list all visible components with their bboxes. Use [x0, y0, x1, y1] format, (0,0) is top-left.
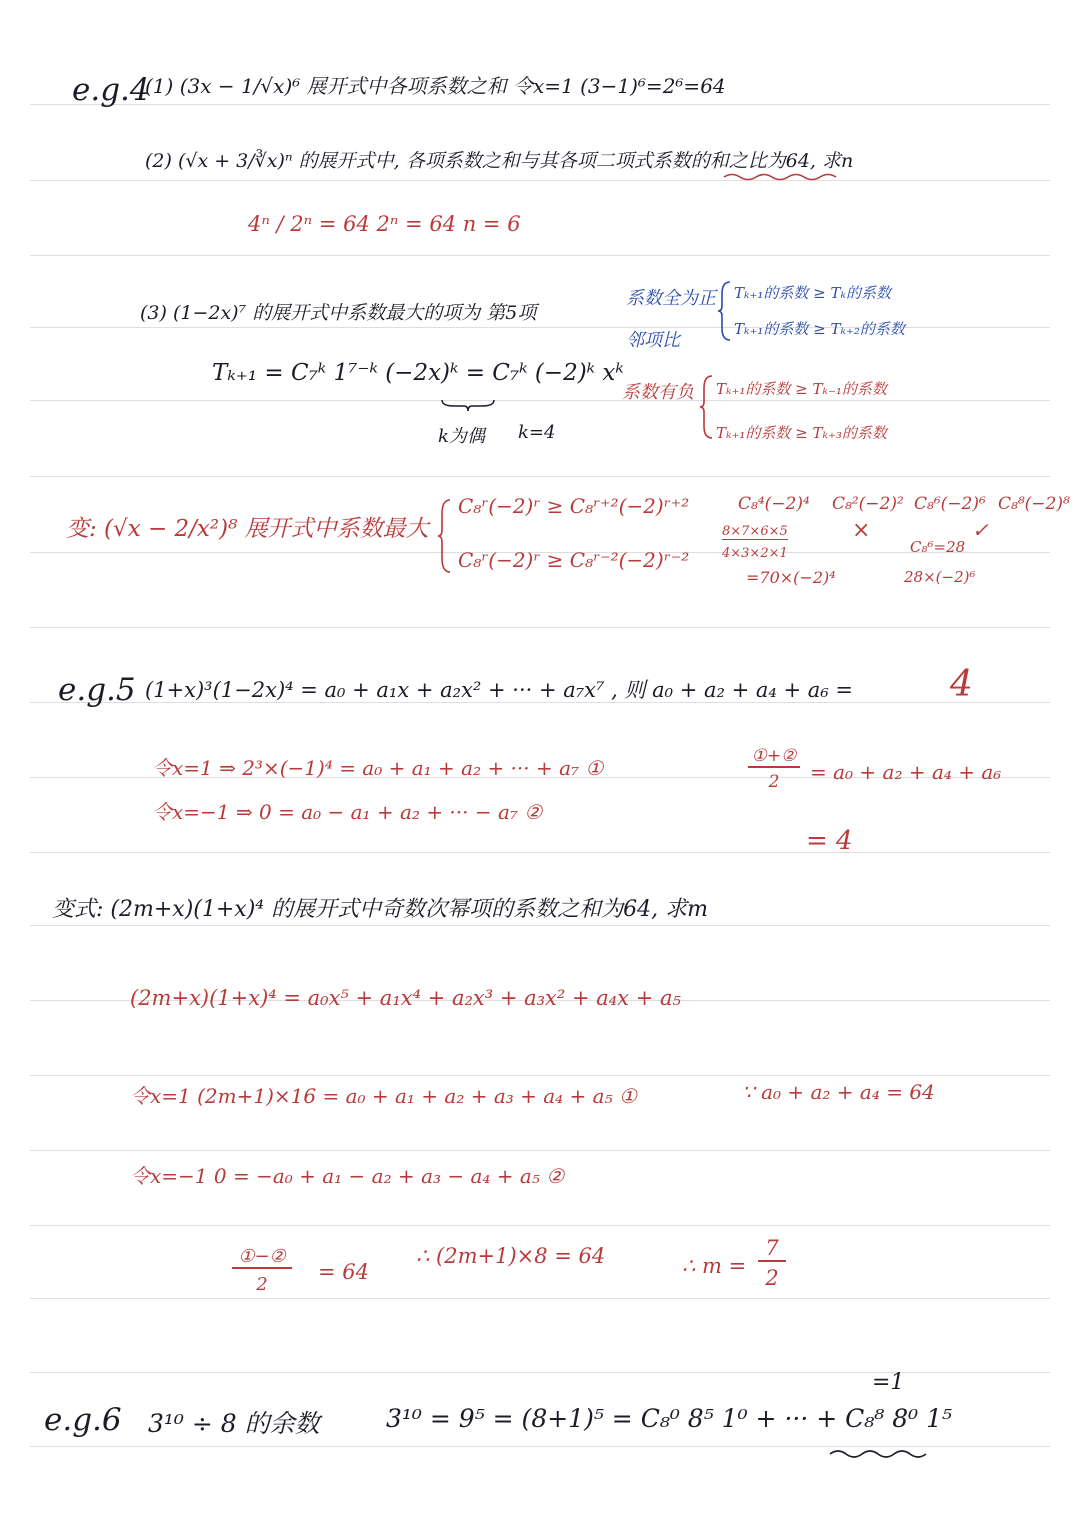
candidate-3-combination: C₈⁶=28	[910, 538, 966, 556]
example-6-annotation: =1	[872, 1370, 905, 1395]
underline-squiggle	[828, 1448, 928, 1460]
variant-2-title: 变式: (2m+x)(1+x)⁴ 的展开式中奇数次幂项的系数之和为64, 求m	[52, 897, 708, 922]
variant-2-step-1: (2m+x)(1+x)⁴ = a₀x⁵ + a₁x⁴ + a₂x³ + a₃x² + a₄x + a₅	[130, 986, 681, 1010]
general-term-formula: Tₖ₊₁ = C₇ᵏ 1⁷⁻ᵏ (−2x)ᵏ = C₇ᵏ (−2)ᵏ xᵏ	[212, 360, 624, 386]
ruled-line	[30, 104, 1050, 105]
brace	[716, 280, 732, 342]
note-positive-cond-1: Tₖ₊₁的系数 ≥ Tₖ的系数	[734, 284, 891, 302]
k-even-note: k为偶	[438, 426, 485, 447]
brace	[436, 498, 452, 574]
candidate-1-result: =70×(−2)⁴	[746, 568, 836, 587]
example-4-label: e.g.4	[72, 72, 150, 108]
k-value: k=4	[518, 422, 556, 443]
ruled-line	[30, 852, 1050, 853]
example-4-part-3: (3) (1−2x)⁷ 的展开式中系数最大的项为 第5项	[140, 302, 537, 324]
variant-2-m-label: ∴ m =	[682, 1254, 747, 1278]
example-5-fraction-num: ①+②	[748, 746, 800, 768]
variant-2-step-4b: ∴ (2m+1)×8 = 64	[416, 1244, 606, 1268]
candidate-1-fraction-num: 8×7×6×5	[722, 524, 788, 539]
example-5-fraction-den: 2	[768, 772, 780, 792]
underline-squiggle	[722, 172, 842, 182]
variant-1-title: 变: (√x − 2/x²)⁸ 展开式中系数最大	[66, 516, 429, 542]
candidate-2-mark: ×	[852, 518, 871, 543]
ruled-line	[30, 255, 1050, 256]
ruled-line	[30, 925, 1050, 926]
example-5-result: = 4	[806, 826, 853, 856]
ruled-line	[30, 627, 1050, 628]
ruled-line	[30, 1075, 1050, 1076]
example-5-label: e.g.5	[58, 672, 136, 708]
m-fraction-den: 2	[765, 1266, 779, 1290]
example-5-step-1: 令x=1 ⇒ 2³×(−1)⁴ = a₀ + a₁ + a₂ + ··· + a₇ ①	[152, 756, 604, 780]
note-negative-label: 系数有负	[622, 382, 694, 403]
variant-2-fraction-den: 2	[256, 1274, 268, 1295]
variant-2-step-4a: = 64	[318, 1260, 369, 1284]
candidate-2: C₈²(−2)²	[832, 494, 904, 514]
m-fraction-num: 7	[758, 1236, 786, 1262]
brace	[698, 374, 714, 440]
ruled-line	[30, 1446, 1050, 1447]
variant-2-step-2: 令x=1 (2m+1)×16 = a₀ + a₁ + a₂ + a₃ + a₄ + a₅ ①	[130, 1084, 637, 1108]
ruled-line	[30, 1150, 1050, 1151]
ruled-line	[30, 1225, 1050, 1226]
variant-2-step-3: 令x=−1 0 = −a₀ + a₁ − a₂ + a₃ − a₄ + a₅ ②	[130, 1164, 565, 1188]
ruled-line	[30, 400, 1050, 401]
note-positive-cond-2: Tₖ₊₁的系数 ≥ Tₖ₊₂的系数	[734, 320, 905, 338]
variant-2-fraction-num: ①−②	[232, 1246, 292, 1269]
variant-1-inequality-2: C₈ʳ(−2)ʳ ≥ C₈ʳ⁻²(−2)ʳ⁻²	[458, 548, 690, 572]
example-6-question: 3¹⁰ ÷ 8 的余数	[148, 1409, 320, 1438]
example-6-label: e.g.6	[44, 1402, 122, 1438]
variant-2-side-note: ∵ a₀ + a₂ + a₄ = 64	[742, 1080, 935, 1104]
example-5-fraction-result: = a₀ + a₂ + a₄ + a₆	[810, 760, 1002, 784]
candidate-4: C₈⁸(−2)⁸	[998, 494, 1070, 514]
underbrace	[440, 398, 496, 412]
note-negative-cond-2: Tₖ₊₁的系数 ≥ Tₖ₊₃的系数	[716, 424, 887, 442]
ruled-line	[30, 1298, 1050, 1299]
ruled-line	[30, 180, 1050, 181]
note-negative-cond-1: Tₖ₊₁的系数 ≥ Tₖ₋₁的系数	[716, 380, 887, 398]
note-ratio-label: 邻项比	[626, 330, 680, 351]
candidate-3-mark: ✓	[972, 518, 989, 542]
example-5-question: (1+x)³(1−2x)⁴ = a₀ + a₁x + a₂x² + ··· + a₇x⁷ , 则 a₀ + a₂ + a₄ + a₆ =	[145, 678, 854, 702]
example-4-part-1: (1) (3x − 1/√x)⁶ 展开式中各项系数之和 令x=1 (3−1)⁶=2⁶=64	[145, 74, 726, 98]
example-5-answer: 4	[950, 664, 973, 705]
example-5-step-2: 令x=−1 ⇒ 0 = a₀ − a₁ + a₂ + ··· − a₇ ②	[152, 800, 543, 824]
candidate-1-fraction-den: 4×3×2×1	[722, 546, 788, 561]
example-4-part-2: (2) (√x + 3/∛x)ⁿ 的展开式中, 各项系数之和与其各项二项式系数的和之比为64, 求n	[145, 150, 854, 172]
note-positive-label: 系数全为正	[626, 288, 716, 309]
example-6-work: 3¹⁰ = 9⁵ = (8+1)⁵ = C₈⁰ 8⁵ 1⁰ + ··· + C₈⁸ 8⁰ 1⁵	[386, 1404, 953, 1433]
candidate-1: C₈⁴(−2)⁴	[738, 494, 810, 514]
example-4-part-2-answer: 4ⁿ / 2ⁿ = 64 2ⁿ = 64 n = 6	[248, 212, 521, 236]
ruled-line	[30, 476, 1050, 477]
candidate-3: C₈⁶(−2)⁶	[914, 494, 986, 514]
variant-1-inequality-1: C₈ʳ(−2)ʳ ≥ C₈ʳ⁺²(−2)ʳ⁺²	[458, 494, 690, 518]
candidate-3-value: 28×(−2)⁶	[904, 568, 976, 586]
